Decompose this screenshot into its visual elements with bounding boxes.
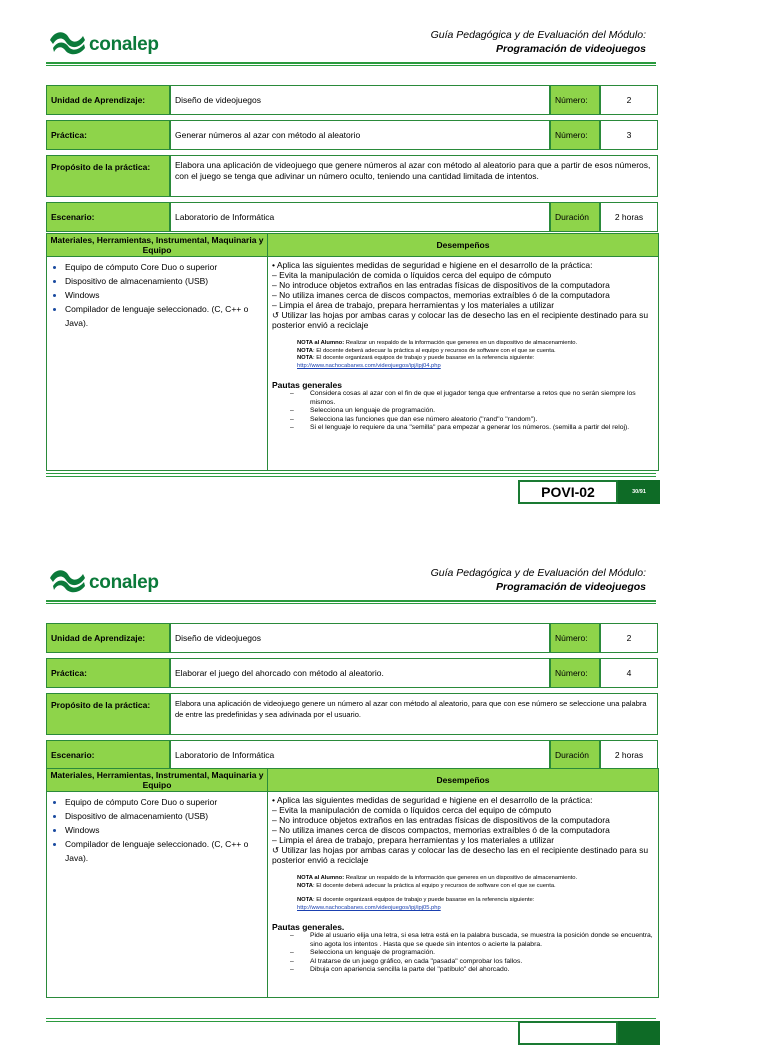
module-name: Programación de videojuegos (496, 581, 646, 593)
practica-label: Práctica: (46, 120, 170, 150)
note-label: NOTA (297, 355, 313, 362)
seguridad-line: – No introduce objetos extraños en las entradas físicas de dispositivos de la computadora (272, 815, 610, 825)
notes-block (297, 875, 654, 912)
unidad-label: Unidad de Aprendizaje: (46, 85, 170, 115)
list-item: • Dispositivo de almacenamiento (USB) (65, 809, 263, 823)
escenario-label: Escenario: (46, 202, 170, 232)
list-item: – Pide al usuario elija una letra, si esa letra está en la palabra buscada, se muestra la posición donde se encuentra, sino agota los intentos . Hasta que se quede sin intentos o acierte la palabra. (290, 932, 654, 949)
escenario-value: Laboratorio de Informática (170, 202, 550, 232)
seguridad-line: – No utiliza imanes cerca de discos compactos, memorias extraíbles ó de la computadora (272, 825, 610, 835)
conalep-logo (47, 564, 167, 598)
seguridad-line: – Evita la manipulación de comida o líquidos cerca del equipo de cómputo (272, 805, 552, 815)
note-text: : El docente organizará equipos de trabajo y puede basarse en la referencia siguiente: (313, 897, 535, 904)
note-label: NOTA (297, 347, 313, 354)
pautas-title: Pautas generales (272, 380, 342, 391)
list-item: • Equipo de cómputo Core Duo o superior (65, 795, 263, 809)
reference-link[interactable]: http://www.nachocabanes.com/videojuegos/ipj/ipj05.php (297, 904, 441, 911)
seguridad-line: – Limpia el área de trabajo, prepara herramientas y los materiales a utilizar (272, 300, 555, 310)
list-item: • Windows (65, 823, 263, 837)
materials-cell (47, 257, 268, 471)
seguridad-line: ↺ Utilizar las hojas por ambas caras y colocar las de desecho las en el recipiente destinado para su posterior envió a reciclaje (272, 845, 649, 865)
list-item: • Compilador de lenguaje seleccionado. (C, C++ o Java). (65, 837, 263, 865)
materials-list (51, 260, 263, 330)
unidad-label: Unidad de Aprendizaje: (46, 623, 170, 653)
header-rule (46, 600, 656, 604)
desempenos-cell (268, 257, 659, 471)
pautas-list (290, 932, 654, 974)
practice-info-table (46, 80, 658, 237)
duracion-label: Duración (550, 202, 600, 232)
seguridad-line: – Limpia el área de trabajo, prepara herramientas y los materiales a utilizar (272, 835, 555, 845)
conalep-logo-icon (47, 564, 87, 594)
unidad-value: Diseño de videojuegos (170, 85, 550, 115)
unidad-value: Diseño de videojuegos (170, 623, 550, 653)
list-item: – Si el lenguaje lo requiere da una "semilla" para empezar a generar los números. (semilla a partir del reloj). (290, 424, 654, 432)
guide-title: Guía Pedagógica y de Evaluación del Módulo: (430, 567, 646, 579)
materials-cell (47, 792, 268, 998)
seguridad-line: – No utiliza imanes cerca de discos compactos, memorias extraíbles ó de la computadora (272, 290, 610, 300)
pautas-list (290, 390, 654, 432)
proposito-value: Elabora una aplicación de videojuego que genere números al azar con método al aleatorio para que a partir de esos números, con el juego se tenga que adivinar un número oculto, teniendo una cantidad limitada de intentos. (170, 155, 658, 197)
numero-label: Número: (550, 623, 600, 653)
numero-label: Número: (550, 120, 600, 150)
reference-link[interactable]: http://www.nachocabanes.com/videojuegos/ipj/ipj04.php (297, 362, 441, 369)
unidad-number: 2 (600, 85, 658, 115)
document-page-2 (0, 538, 768, 1024)
practica-value: Elaborar el juego del ahorcado con método al aleatorio. (170, 658, 550, 688)
duracion-label: Duración (550, 740, 600, 770)
seguridad-line: • Aplica las siguientes medidas de seguridad e higiene en el desarrollo de la práctica: (272, 795, 593, 805)
materiales-header: Materiales, Herramientas, Instrumental, Maquinaria y Equipo (47, 234, 268, 257)
desempenos-header: Desempeños (268, 769, 659, 792)
guide-title: Guía Pedagógica y de Evaluación del Módulo: (430, 29, 646, 41)
seguridad-line: – Evita la manipulación de comida o líquidos cerca del equipo de cómputo (272, 270, 552, 280)
practica-number: 3 (600, 120, 658, 150)
proposito-label: Propósito de la práctica: (46, 693, 170, 735)
materials-table (46, 768, 659, 998)
list-item: – Al tratarse de un juego gráfico, en cada "pasada" comprobar los fallos. (290, 958, 654, 966)
list-item: • Windows (65, 288, 263, 302)
practica-value: Generar números al azar con método al aleatorio (170, 120, 550, 150)
practica-label: Práctica: (46, 658, 170, 688)
header-rule (46, 62, 656, 66)
seguridad-line: – No introduce objetos extraños en las entradas físicas de dispositivos de la computadora (272, 280, 610, 290)
desempenos-header: Desempeños (268, 234, 659, 257)
practica-number: 4 (600, 658, 658, 688)
desempenos-cell (268, 792, 659, 998)
escenario-label: Escenario: (46, 740, 170, 770)
note-text: : El docente deberá adecuar la práctica al equipo y recursos de software con el que se cuenta. (313, 882, 556, 889)
numero-label: Número: (550, 85, 600, 115)
unidad-number: 2 (600, 623, 658, 653)
conalep-logo (47, 26, 167, 60)
proposito-label: Propósito de la práctica: (46, 155, 170, 197)
list-item: • Equipo de cómputo Core Duo o superior (65, 260, 263, 274)
note-label: NOTA (297, 897, 313, 904)
materials-table (46, 233, 659, 471)
document-code: POVI-02 (518, 480, 618, 504)
list-item: – Selecciona las funciones que dan ese número aleatorio ("rand"o "random"). (290, 416, 654, 424)
note-label: NOTA al Alumno: (297, 875, 345, 881)
document-code-box-clipped (518, 1021, 618, 1045)
note-text: Realizar un respaldo de la información que generes en un dispositivo de almacenamiento. (344, 875, 578, 881)
note-text: Realizar un respaldo de la información que generes en un dispositivo de almacenamiento. (344, 340, 578, 346)
note-text: : El docente organizará equipos de trabajo y puede basarse en la referencia siguiente: (313, 355, 535, 362)
list-item: – Considera cosas al azar con el fin de que el jugador tenga que enfrentarse a retos que no serán siempre los mismos. (290, 390, 654, 407)
notes-block (297, 340, 654, 370)
list-item: – Selecciona un lenguaje de programación. (290, 407, 654, 415)
seguridad-line: ↺ Utilizar las hojas por ambas caras y colocar las de desecho las en el recipiente destinado para su posterior envió a reciclaje (272, 310, 649, 330)
escenario-value: Laboratorio de Informática (170, 740, 550, 770)
module-name: Programación de videojuegos (496, 43, 646, 55)
duracion-value: 2 horas (600, 202, 658, 232)
list-item: • Dispositivo de almacenamiento (USB) (65, 274, 263, 288)
materiales-header: Materiales, Herramientas, Instrumental, Maquinaria y Equipo (47, 769, 268, 792)
header-title-block (431, 28, 646, 56)
conalep-logo-icon (47, 26, 87, 56)
note-text: : El docente deberá adecuar la práctica al equipo y recursos de software con el que se cuenta. (313, 347, 556, 354)
note-label: NOTA al Alumno: (297, 340, 345, 346)
proposito-value: Elabora una aplicación de videojuego genere un número al azar con método al aleatorio, para que con ese número se seleccione una palabra de entre las predefinidas y sea adivinada por el usuario. (170, 693, 658, 735)
document-page-1 (0, 0, 768, 512)
logo-text: conalep (89, 572, 159, 593)
duracion-value: 2 horas (600, 740, 658, 770)
practice-info-table (46, 618, 658, 775)
note-label: NOTA (297, 882, 313, 889)
list-item: – Selecciona un lenguaje de programación. (290, 949, 654, 957)
header-title-block (431, 566, 646, 594)
pautas-title: Pautas generales. (272, 922, 345, 933)
numero-label: Número: (550, 658, 600, 688)
list-item: • Compilador de lenguaje seleccionado. (C, C++ o Java). (65, 302, 263, 330)
materials-list (51, 795, 263, 865)
logo-text: conalep (89, 34, 159, 55)
footer-rule (46, 473, 656, 477)
page-number: 30/91 (618, 480, 660, 504)
list-item: – Dibuja con apariencia sencilla la parte del "patíbulo" del ahorcado. (290, 966, 654, 974)
seguridad-line: • Aplica las siguientes medidas de seguridad e higiene en el desarrollo de la práctica: (272, 260, 593, 270)
page-number-box-clipped (618, 1021, 660, 1045)
